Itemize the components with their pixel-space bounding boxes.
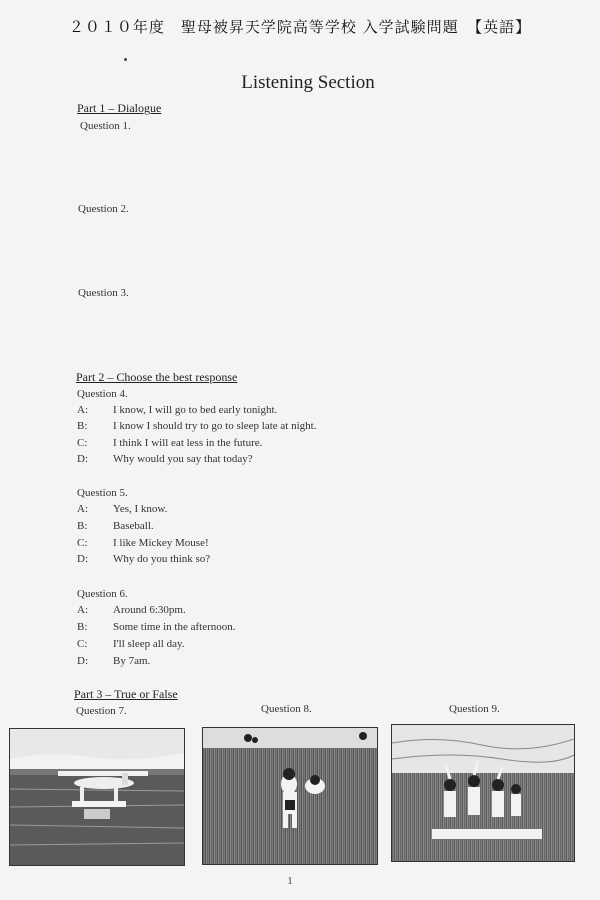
- question-6-label: Question 6.: [77, 588, 128, 600]
- question-9-label: Question 9.: [449, 703, 500, 715]
- question-1-label: Question 1.: [80, 120, 131, 132]
- part1-title: Part 1 – Dialogue: [77, 101, 162, 115]
- page-number: 1: [287, 876, 293, 887]
- question-4-label: Question 4.: [77, 388, 128, 400]
- question-8-label: Question 8.: [261, 703, 312, 715]
- part2-title: Part 2 – Choose the best response: [76, 370, 238, 384]
- question-7-label: Question 7.: [76, 705, 127, 717]
- question-5-label: Question 5.: [77, 487, 128, 499]
- question-2-label: Question 2.: [78, 203, 129, 215]
- stray-dot: [124, 58, 127, 61]
- beach-group-photo: [391, 724, 575, 862]
- seaplane-photo: [9, 728, 185, 866]
- beach-children-photo: [202, 727, 378, 865]
- question-3-label: Question 3.: [78, 287, 129, 299]
- part3-title: Part 3 – True or False: [74, 687, 178, 701]
- exam-header: ２０１０年度 聖母被昇天学院高等学校 入学試験問題 【英語】: [68, 18, 532, 36]
- section-title: Listening Section: [241, 72, 375, 93]
